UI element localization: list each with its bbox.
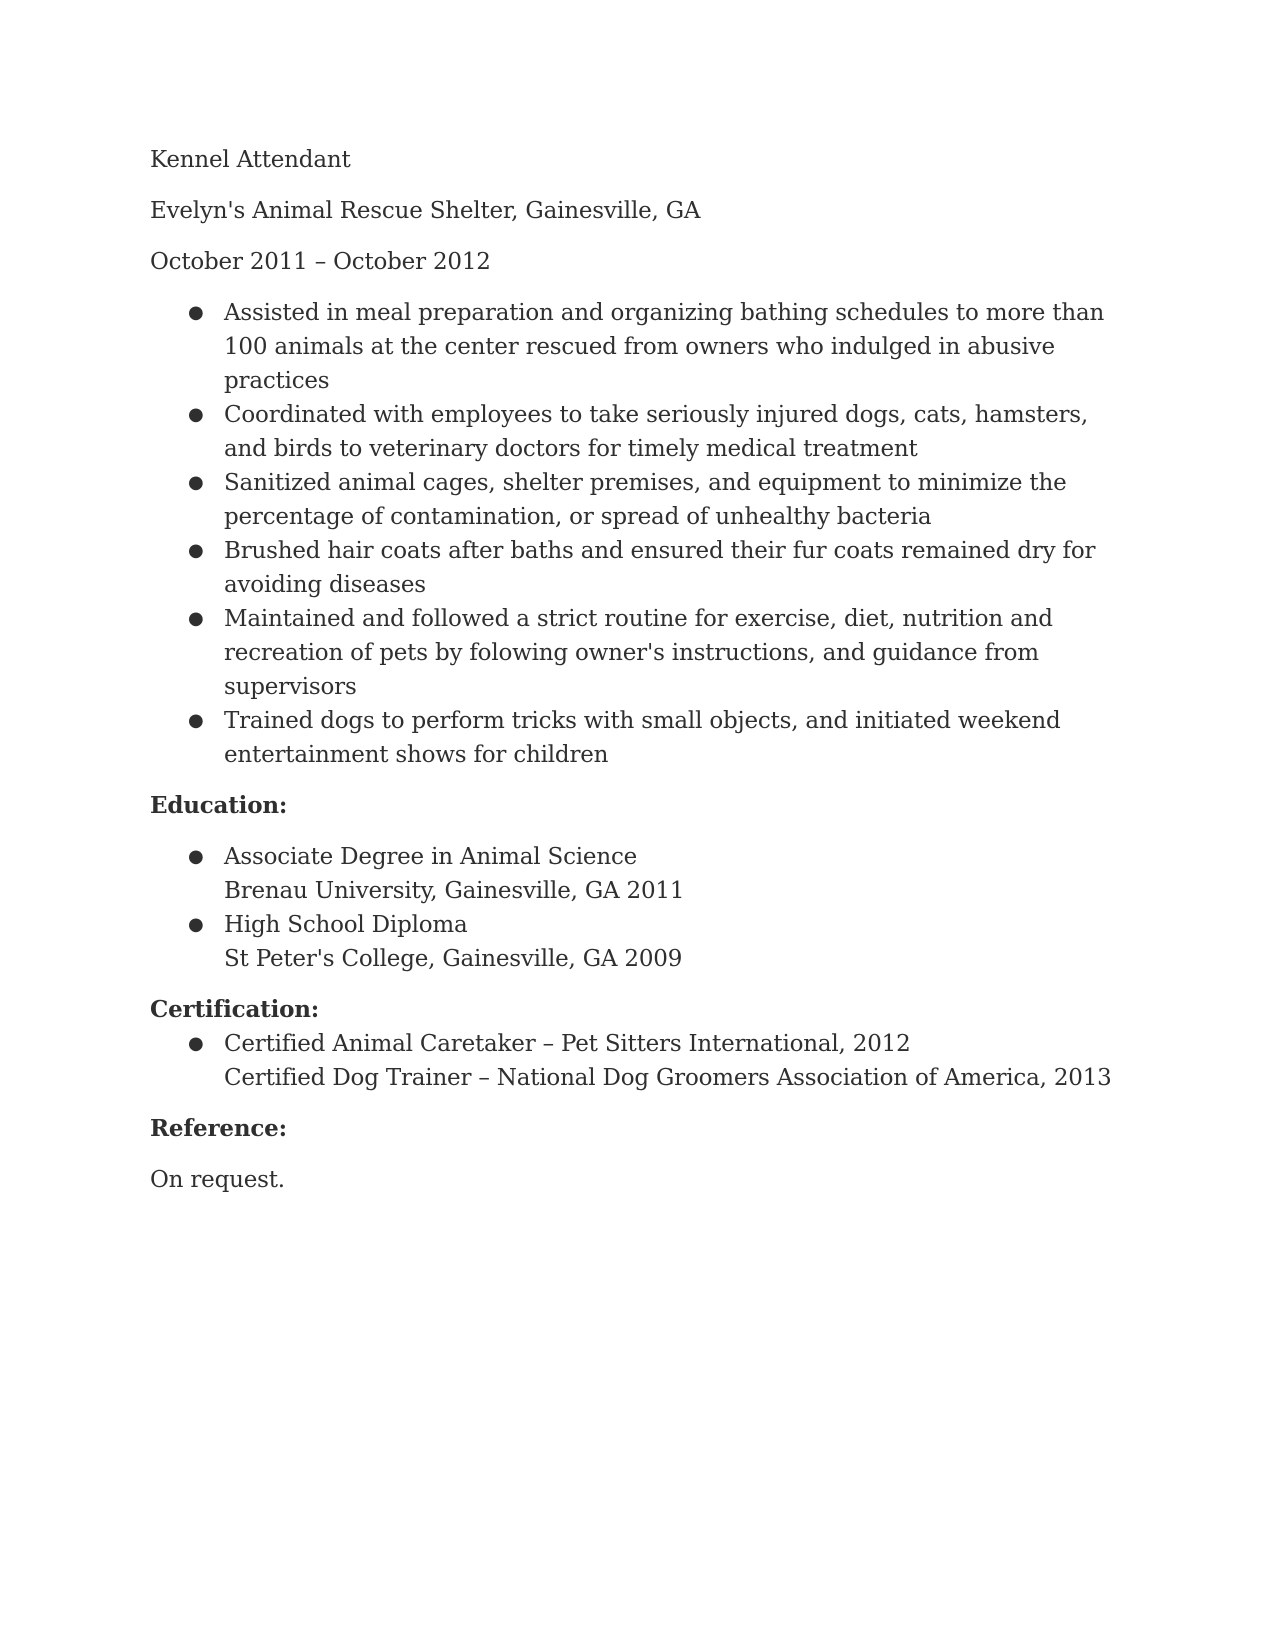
education-list: [150, 840, 1130, 976]
list-item: [150, 1027, 1130, 1095]
duty-text: Coordinated with employees to take seriously injured dogs, cats, hamsters, and birds to veterinary doctors for timely medical treatment: [224, 402, 1089, 462]
certification-line: Certified Dog Trainer – National Dog Groomers Association of America, 2013: [224, 1065, 1112, 1091]
education-school: St Peter's College, Gainesville, GA 2009: [224, 946, 683, 972]
duty-text: Brushed hair coats after baths and ensured their fur coats remained dry for avoiding diseases: [224, 538, 1096, 598]
list-item: [150, 534, 1130, 602]
reference-heading: Reference:: [150, 1115, 287, 1142]
certification-heading: Certification:: [150, 996, 320, 1023]
bullet-icon: ●: [188, 1033, 204, 1054]
list-item: [150, 466, 1130, 534]
duty-text: Assisted in meal preparation and organizing bathing schedules to more than 100 animals at the center rescued from owners who indulged in abusive practices: [224, 300, 1105, 394]
bullet-icon: ●: [188, 608, 204, 629]
job-employer: Evelyn's Animal Rescue Shelter, Gainesville, GA: [150, 198, 701, 224]
duty-text: Trained dogs to perform tricks with small objects, and initiated weekend entertainment shows for children: [224, 708, 1061, 768]
bullet-icon: ●: [188, 914, 204, 935]
list-item: [150, 908, 1130, 976]
list-item: [150, 296, 1130, 398]
list-item: [150, 602, 1130, 704]
list-item: [150, 840, 1130, 908]
certification-line: Certified Animal Caretaker – Pet Sitters International, 2012: [224, 1031, 911, 1057]
bullet-icon: ●: [188, 302, 204, 323]
duty-text: Sanitized animal cages, shelter premises, and equipment to minimize the percentage of contamination, or spread of unhealthy bacteria: [224, 470, 1067, 530]
job-duties-list: [150, 296, 1130, 772]
education-heading: Education:: [150, 792, 288, 819]
bullet-icon: ●: [188, 710, 204, 731]
certification-list: [150, 1027, 1130, 1095]
bullet-icon: ●: [188, 540, 204, 561]
bullet-icon: ●: [188, 404, 204, 425]
education-degree: Associate Degree in Animal Science: [224, 844, 638, 870]
list-item: [150, 398, 1130, 466]
bullet-icon: ●: [188, 846, 204, 867]
duty-text: Maintained and followed a strict routine for exercise, diet, nutrition and recreation of pets by folowing owner's instructions, and guidance from supervisors: [224, 606, 1053, 700]
education-school: Brenau University, Gainesville, GA 2011: [224, 878, 685, 904]
job-title: Kennel Attendant: [150, 147, 351, 173]
job-dates: October 2011 – October 2012: [150, 249, 491, 275]
list-item: [150, 704, 1130, 772]
bullet-icon: ●: [188, 472, 204, 493]
resume-content: [150, 143, 1130, 1214]
reference-text: On request.: [150, 1167, 285, 1193]
education-degree: High School Diploma: [224, 912, 468, 938]
